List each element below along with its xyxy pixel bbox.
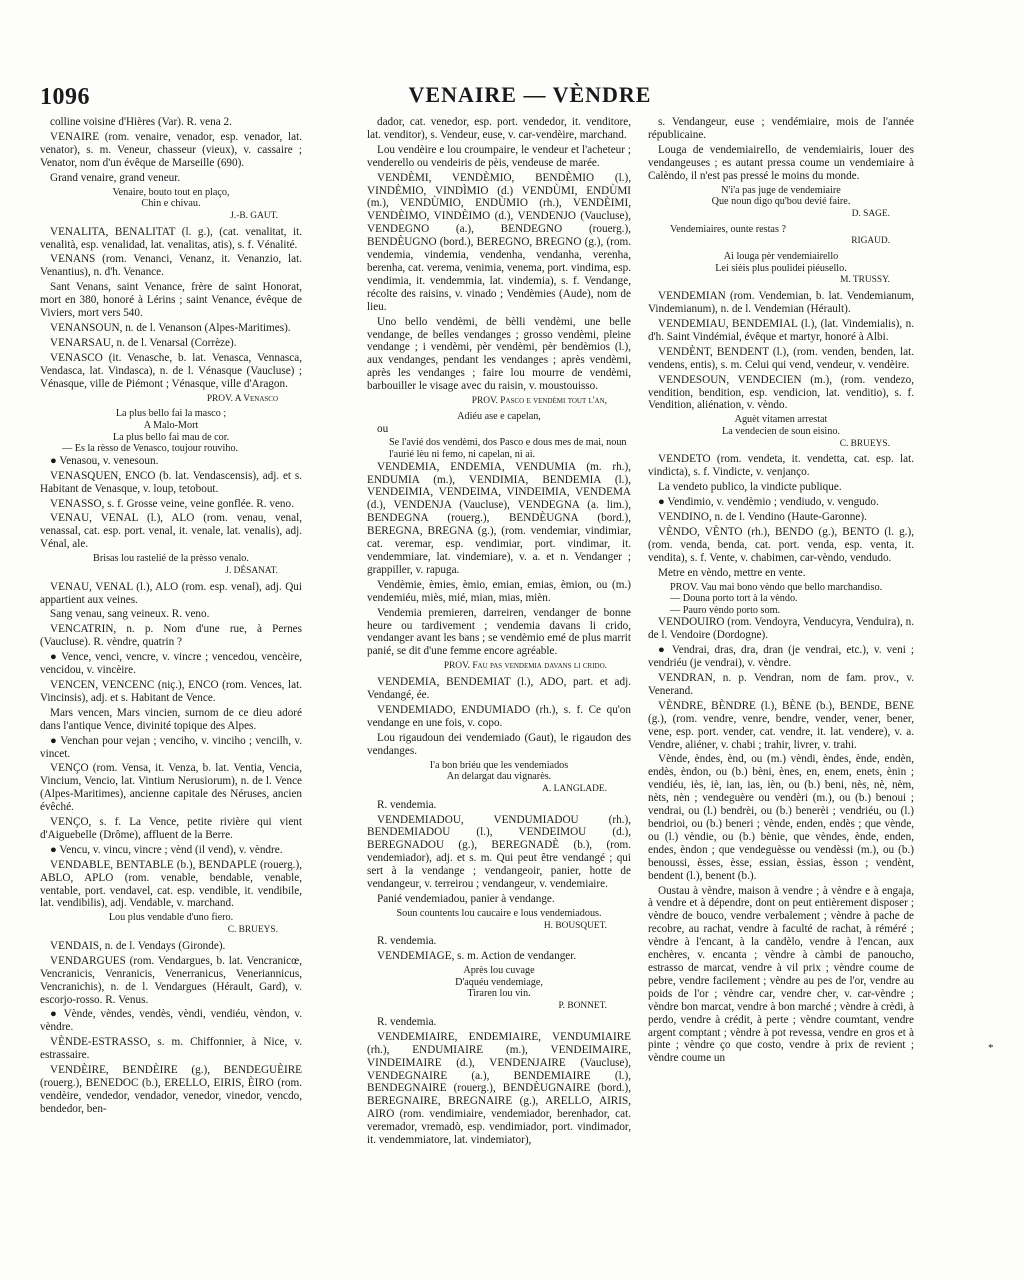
entry-paragraph: VENDAIS, n. de l. Vendays (Gironde). (50, 939, 226, 952)
page-number: 1096 (40, 84, 90, 110)
citation-author: C. BRUEYS. (839, 438, 890, 449)
entry-paragraph: Sang venau, sang veineux. R. veno. (50, 608, 210, 621)
quotation-line: Tiraren lou vin. (467, 988, 531, 1000)
entry-paragraph: VENAIRE (rom. venaire, venador, esp. venador, lat. venator), s. m. Veneur, chasseur (vieux), v. cassaire ; Venator, nom d'un évêque de Marseille (690). (40, 130, 302, 169)
entry-paragraph: ● Venasou, v. venesoun. (50, 454, 159, 467)
entry-paragraph: VENARSAU, n. de l. Venarsal (Corrèze). (50, 336, 237, 349)
entry-paragraph: VENDEMIADOU, VENDUMIADOU (rh.), BENDEMIADOU (l.), VENDEIMOU (d.), BEREGNADOU (g.), BEREGNADÈ (b.), (rom. vendemiador), adj. et s. m. Qui peut être vendangé ; qui sert à la vendange ; vendangeoir, panier, hotte de vendangeur, v. terreirou ; vendangeur, v. vendemiaire. (367, 813, 631, 891)
quotation-line: Venaire, bouto tout en plaço, (112, 186, 230, 198)
entry-paragraph: ● Vènde, vèndes, vendès, vèndi, vendiéu, vèndon, v. vèndre. (40, 1008, 302, 1034)
entry-paragraph: VENDEMIAIRE, ENDEMIAIRE, VENDUMIAIRE (rh.), ENDUMIAIRE (m.), VENDEIMAIRE, VINDEIMAIRE (d.), VENDENJAIRE (Vaucluse), VENDEGNAIRE (a.), BENDEMIAIRE (l.), BENDEGNAIRE (rouerg.), BENDÈUGNAIRE (bord.), BEREGNAIRE, BREGNAIRE (g.), ARELLO, AIRIS, AIRO (rom. vendimiaire, vendemiador, berenhador, cat. veremador, vremadò, esp. vendimiador, port. vindimador, it. vendemmiatore, lat. vindemiator), (367, 1030, 631, 1147)
entry-paragraph: VENAU, VENAL (l.), ALO (rom. venau, venal, venassal, cat. esp. port. venal, it. venale, lat. venalis), adj. Vénal, ale. (40, 512, 302, 551)
quotation-line: An delargat dau vignarès. (446, 771, 552, 783)
citation-author: A. LANGLADE. (542, 783, 607, 794)
quotation-line: — Pauro vèndo porto som. (670, 604, 781, 616)
entry-paragraph: VENDESOUN, VENDECIEN (m.), (rom. vendezo, vendition, bendition, esp. vendicion, lat. venditio), s. f. Vendition, aliénation, v. vèndo. (648, 373, 914, 412)
entry-paragraph: colline voisine d'Hières (Var). R. vena 2. (50, 116, 232, 128)
quotation-line: I'a bon briéu que les vendemiados (429, 759, 569, 771)
entry-paragraph: VENCATRIN, n. p. Nom d'une rue, à Pernes (Vaucluse). R. vèndre, quatrin ? (40, 623, 302, 649)
citation-author: H. BOUSQUET. (543, 920, 607, 931)
entry-paragraph: Mars vencen, Mars vincien, surnom de ce dieu adoré dans l'antique Vence, divinité topique des Alpes. (40, 706, 302, 732)
entry-paragraph: VENDEMIADO, ENDUMIADO (rh.), s. f. Ce qu'on vendange en une fois, v. copo. (367, 703, 631, 729)
entry-paragraph: VENDEMIAN (rom. Vendemian, b. lat. Vendemianum, Vindemianum), n. de l. Vendemian (Hérault). (648, 290, 914, 316)
entry-paragraph: VENDABLE, BENTABLE (b.), BENDAPLE (rouerg.), ABLO, APLO (rom. venable, bendable, venable, ventable, port. vendavel, cat. esp. vendible, it. vendibile, lat. vendibilis), adj. Vendable, v. marchand. (40, 858, 302, 910)
entry-paragraph: R. vendemia. (377, 1015, 437, 1028)
citation-author: M. TRUSSY. (840, 275, 890, 286)
citation-author: PROV. A Venasco (206, 393, 278, 404)
dictionary-column-1 (40, 116, 302, 1251)
entry-paragraph: VENCEN, VENCENC (niç.), ENCO (rom. Vences, lat. Vincinsis), adj. et s. Habitant de Vence. (40, 678, 302, 704)
dictionary-column-2 (367, 116, 631, 1251)
entry-paragraph: VENASCO (it. Venasche, b. lat. Venasca, Vennasca, Vendasca, lat. Vindasca), n. de l. Vénasque (Vaucluse) ; Vénasque, ville de Piémont ; Vénasque, ville d'Aragon. (40, 351, 302, 390)
quotation-line: N'i'a pas juge de vendemiaire (721, 184, 841, 196)
quotation-line: Chin e chivau. (141, 198, 201, 210)
entry-paragraph: VENDEMIAU, BENDEMIAL (l.), (lat. Vindemialis), n. d'h. Saint Vindémial, évêque et martyr, honoré à Albi. (648, 318, 914, 343)
entry-paragraph: Oustau à vèndre, maison à vendre ; à vèndre e à engaja, à vendre et à dépendre, dont on peut entièrement disposer ; vèndre de bouco, vendre verbalement ; vèndre à pache de recobre, au rachat, vendre à faculté de rachat, à réméré ; vèndre à l'encant, à la candèlo, vendre à l'encan, aux enchères, v. encanta ; vèndre à càmbi de panoucho, estrasso de marcat, vendre à vil prix ; vèndre coume de pebre, vendre facilement ; vèndre au pes de l'or, vendre au poids de l'or ; vèndre car, vendre cher, v. car-vèndre ; vèndre bon marcat, vendre à bon marché ; vèndre à crèdi, à perdo, vendre à crédit, à perte ; vèndre coumtant, vendre argent comptant ; vèndre à pot revessa, vendre en gros et à pinte ; vèndre ço que costo, vendre à prix de revient ; vèndre coume un (648, 884, 914, 1065)
quotation-line: Soun countents lou caucaire e lous vendemiadous. (396, 907, 602, 919)
entry-paragraph: ● Venchan pour vejan ; venciho, v. vinciho ; vencilh, v. vincet. (40, 734, 302, 760)
entry-paragraph: VENASSO, s. f. Grosse veine, veine gonflée. R. veno. (50, 497, 294, 510)
entry-paragraph: ● Vendrai, dras, dra, dran (je vendrai, etc.), v. veni ; vendriéu (je vendrai), v. vèndre. (648, 644, 914, 670)
quotation-line: Après lou cuvage (463, 965, 535, 977)
quotation-line: Adiéu ase e capelan, (457, 410, 541, 422)
entry-paragraph: Vendèmie, èmies, èmio, emian, emias, èmion, ou (m.) vendemiéu, miès, mié, mian, mias, mièn. (367, 578, 631, 604)
entry-paragraph: VENAU, VENAL (l.), ALO (rom. esp. venal), adj. Qui appartient aux veines. (40, 580, 302, 606)
entry-paragraph: Uno bello vendèmi, de bèlli vendèmi, une belle vendange, de belles vendanges ; grosso vendèmi, pleine vendange ; i vendèmi, pèr vendèmi, pèr bendèmios (l.), aux vendanges, pendant les vendanges ; après vendèmi, après les vendanges ; faire lou mourre de vendèmi, barbouiller le visage avec du raisin, v. moustouisso. (367, 315, 631, 393)
entry-paragraph: ou (377, 422, 389, 435)
entry-paragraph: Vendemia premieren, darreiren, vendanger de bonne heure ou tardivement ; vendemia davans li crido, vendanger avant les bans ; se vendèmio emé de plus marrit panié, se dit d'une femme encore agréable. (367, 606, 631, 658)
entry-paragraph: VENALITA, BENALITAT (l. g.), (cat. venalitat, it. venalità, esp. venalidad, lat. venalitas, atis), s. f. Vénalité. (40, 225, 302, 251)
running-head: VENAIRE — VÈNDRE (408, 82, 652, 107)
entry-paragraph: VENDEMIAGE, s. m. Action de vendanger. (377, 950, 577, 963)
entry-paragraph: Grand venaire, grand veneur. (50, 171, 181, 184)
entry-paragraph: VÈNDRE, BÈNDRE (l.), BÈNE (b.), BENDE, BENE (g.), (rom. vendre, venre, bendre, vender, vener, bener, vene, esp. port. vender, cat. vendre, it. lat. vendere), v. a. Vendre, aliéner, v. chabi ; trahir, livrer, v. trahi. (648, 699, 914, 751)
quotation-line: Que noun digo qu'bou devié faire. (711, 196, 851, 208)
citation-author: J.-B. GAUT. (230, 210, 278, 221)
entry-paragraph: R. vendemia. (377, 798, 437, 811)
entry-paragraph: Lou rigaudoun dei vendemiado (Gaut), le rigaudon des vendanges. (367, 731, 631, 757)
entry-paragraph: VENDOUIRO (rom. Vendoyra, Venducyra, Venduira), n. de l. Vendoire (Dordogne). (648, 616, 914, 642)
quotation-line: Lou plus vendable d'uno fiero. (108, 912, 234, 924)
citation-author: P. BONNET. (558, 1001, 607, 1011)
entry-paragraph: VÈNDE-ESTRASSO, s. m. Chiffonnier, à Nice, v. estrassaire. (40, 1036, 302, 1062)
margin-mark: * (988, 1042, 994, 1054)
entry-paragraph: ● Vencu, v. vincu, vincre ; vènd (il vend), v. vèndre. (50, 843, 283, 856)
quotation-line: Brisas lou rastelié de la prèsso venalo. (93, 553, 249, 565)
entry-paragraph: VENANS (rom. Venanci, Venanz, it. Venanzio, lat. Venantius), n. d'h. Venance. (40, 253, 302, 279)
entry-paragraph: VENDARGUES (rom. Vendargues, b. lat. Vencranicœ, Vencranicis, Venranicis, Venerranicus, Veneriannicus, Vencranichis), n. de l. Vendargues (Hérault, Gard), v. escorjo-rosso. R. Venus. (40, 954, 302, 1006)
entry-paragraph: dador, cat. venedor, esp. port. vendedor, it. venditore, lat. venditor), s. Vendeur, euse, v. car-vendèire, marchand. (367, 116, 631, 141)
entry-paragraph: VÈNDO, VÈNTO (rh.), BENDO (g.), BENTO (l. g.), (rom. venda, benda, cat. port. venda, esp. venta, it. vendita), s. f. Vente, v. chabimen, car-vèndo, vendudo. (648, 526, 914, 564)
entry-paragraph: VENDÈNT, BENDENT (l.), (rom. venden, benden, lat. vendens, entis), s. m. Celui qui vend, vendeur, v. vendèire. (648, 345, 914, 371)
quotation-line: Aguèt vitamen arrestat (734, 414, 828, 426)
entry-paragraph: Metre en vèndo, mettre en vente. (658, 566, 806, 579)
quotation-line: La plus bello fai mau de cor. (112, 431, 230, 443)
citation-author: RIGAUD. (851, 236, 890, 247)
entry-paragraph: VENDINO, n. de l. Vendino (Haute-Garonne). (658, 511, 867, 524)
quotation-line: D'aquéu vendemiage, (455, 976, 543, 988)
citation-author: D. SAGE. (851, 208, 890, 219)
entry-paragraph: s. Vendangeur, euse ; vendémiaire, mois de l'année républicaine. (648, 116, 914, 141)
quotation-line: La plus bello fai la masco ; (115, 408, 227, 420)
quotation-line: Vendemiaires, ounte restas ? (670, 223, 786, 235)
quotation-line: Ai louga pèr vendemiairello (723, 251, 839, 263)
citation-author: PROV. Pasco e vendèmi tout l'an, (471, 396, 607, 407)
citation-author: C. BRUEYS. (227, 924, 278, 935)
quotation-line: PROV. Vau mai bono vèndo que bello marchandiso. (670, 581, 883, 593)
entry-paragraph: VENDRAN, n. p. Vendran, nom de fam. prov., v. Venerand. (648, 672, 914, 697)
citation-author: PROV. Fau pas vendemia davans li crido. (443, 661, 607, 672)
quotation-line: Lei sièis plus poulidei piéusello. (715, 262, 847, 274)
entry-paragraph: VENDEMIA, BENDEMIAT (l.), ADO, part. et adj. Vendangé, ée. (367, 676, 631, 702)
entry-paragraph: VENANSOUN, n. de l. Venanson (Alpes-Maritimes). (50, 321, 291, 334)
entry-paragraph: Louga de vendemiairello, de vendemiairis, louer des vendangeuses ; es autant pressa coume un vendemiaire à Calèndo, il n'est pas pressé le moins du monde. (648, 143, 914, 182)
entry-paragraph: Vènde, èndes, ènd, ou (m.) vèndi, èndes, ènde, endèn, endès, èndon, ou (b.) bèni, ènes, en, enem, enets, ènin ; vendiéu, iès, iè, ian, ias, ièn, ou (b.) beni, nès, nè, nèm, nèts, nèn ; vendeguère ou vendèri (m.), ou (b.) benoui ; vendrai, ou (l.) bendrèi, ou (b.) benerèi ; vendriéu, ou (l.) bendrioi, ou (b.) beneri ; vènde, enden, endès ; que vènde, ou (l.) vèndie, ou (b.) bènie, que vèndes, ènde, enden, endes, èndon ; que vendeguèsse ou vendèssi (m.), ou (b.) benoussi, èsses, èsse, essian, èssias, èsson ; vendènt, bendent (l.), benent (b.). (648, 753, 914, 882)
entry-paragraph: Lou vendèire e lou croumpaire, le vendeur et l'acheteur ; venderello ou vendeiris de pèis, vendeuse de marée. (367, 143, 631, 169)
entry-paragraph: VENDETO (rom. vendeta, it. vendetta, cat. esp. lat. vindicta), s. f. Vindicte, v. venjanço. (648, 453, 914, 479)
quotation-line: La vendecien de soun eisino. (722, 425, 840, 437)
entry-paragraph: VENÇO (rom. Vensa, it. Venza, b. lat. Ventia, Vencia, Vincium, Vencio, lat. Vintium Nerusiorum), n. de l. Vence (Alpes-Maritimes), ancienne capitale des Néruses, ancien évêché. (40, 762, 302, 814)
quotation-line: A Malo-Mort (143, 420, 199, 431)
entry-paragraph: ● Vence, venci, vencre, v. vincre ; vencedou, vencèire, vencidou, v. vincèire. (40, 651, 302, 677)
entry-paragraph: R. vendemia. (377, 935, 437, 948)
entry-paragraph: VENDÈMI, VENDÈMIO, BENDÈMIO (l.), VINDÈMIO, VINDÌMIO (d.) VENDÙMI, ENDÙMI (m.), VENDÙMIO, ENDÙMIO (rh.), VENDÈIMI, VENDÈIMO, VINDÈIMO (d.), VENDENJO (Vaucluse), VENDEGNO (a.), BENDEGNO (rouerg.), BENDÈUGNO (bord.), BEREGNO, BREGNO (g.), (rom. vendemia, vindemia, vendenha, vendanha, verenha, berenha, cat. verema, venimia, venema, port. vindima, esp. vendimia, it. vendemmia, lat. vindemia), s. f. Vendange, récolte des raisins, v. vinado ; Vendèmies (Aude), nom de lieu. (367, 171, 631, 313)
entry-paragraph: VENDEMIA, ENDEMIA, VENDUMIA (m. rh.), ENDUMIA (m.), VENDIMIA, BENDEMIA (l.), VENDEIMIA, VENDEIMA, VINDEIMIA, VENDEMA (d.), VENDENJA (Vaucluse), VENDEGNA (a. lim.), BENDEGNA (rouerg.), BENDÈUGNA (bord.), BEREGNA, BREGNA (g.), (rom. vendemiar, vindimiar, cat. veremar, esp. vendimiar, port. vindimar, it. vendemmiare, lat. vindemiare), v. a. et n. Vendanger ; grappiller, v. rapuga. (367, 460, 631, 576)
dictionary-column-3 (648, 116, 914, 1251)
quotation-line: — Es la rèsso de Venasco, toujour rouviho. (62, 443, 239, 455)
entry-paragraph: Sant Venans, saint Venance, frère de saint Honorat, mort en 380, honoré à Lérins ; saint Venance, évêque de Viviers, mort vers 540. (40, 281, 302, 320)
entry-paragraph: VENASQUEN, ENCO (b. lat. Vendascensis), adj. et s. Habitant de Venasque, v. loup, tetobout. (40, 469, 302, 495)
quotation-line: Se l'avié dos vendèmi, dos Pasco e dous mes de mai, noun l'aurié lèu ni femo, ni capelan, ni ai. (389, 437, 627, 461)
entry-paragraph: ● Vendimio, v. vendèmio ; vendiudo, v. vengudo. (658, 496, 879, 509)
entry-paragraph: VENÇO, s. f. La Vence, petite rivière qui vient d'Aiguebelle (Drôme), affluent de la Berre. (40, 816, 302, 841)
entry-paragraph: Panié vendemiadou, panier à vendange. (377, 893, 555, 905)
quotation-line: — Douna porto tort à la vèndo. (670, 593, 798, 605)
citation-author: J. DÉSANAT. (225, 565, 278, 576)
entry-paragraph: VENDÈIRE, BENDÈIRE (g.), BENDEGUÈIRE (rouerg.), BENEDOC (b.), ERELLO, EIRIS, ÈIRO (rom. vendèire, vendedor, vendador, venedor, vinedor, vencdo, bendedor, ben- (40, 1064, 302, 1115)
entry-paragraph: La vendeto publico, la vindicte publique. (658, 481, 842, 494)
